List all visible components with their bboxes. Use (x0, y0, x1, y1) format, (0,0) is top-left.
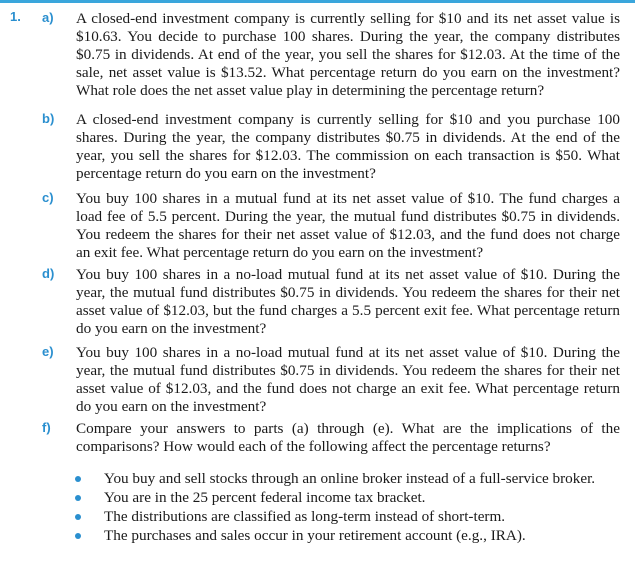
part-letter: f) (42, 420, 51, 435)
part-e (42, 344, 620, 416)
part-letter: d) (42, 266, 55, 281)
bullet-icon (75, 533, 81, 539)
part-text: You buy 100 shares in a no-load mutual fund at its net asset value of $10. During the year, the mutual fund distributes $0.75 in dividends. You redeem the shares for their net asset value of $12.03, and the fund does not charge an exit fee. What percentage return do you earn on the investment? (76, 344, 620, 415)
part-f (42, 420, 620, 456)
list-item (72, 488, 622, 507)
part-letter: e) (42, 344, 54, 359)
part-letter: b) (42, 111, 55, 126)
part-text: You buy 100 shares in a no-load mutual fund at its net asset value of $10. During the year, the mutual fund distributes $0.75 in dividends. You redeem the shares for their net asset value of $12.03, but the fund charges a 5.5 percent exit fee. What percentage return do you earn on the investment? (76, 266, 620, 337)
part-text: You buy 100 shares in a mutual fund at its net asset value of $10. The fund charges a load fee of 5.5 percent. During the year, the mutual fund distributes $0.75 in dividends. You redeem the shares for their net asset value of $12.03, and the fund does not charge an exit fee. What percentage return do you earn on the investment? (76, 190, 620, 261)
bullet-list (72, 469, 622, 545)
part-d (42, 266, 620, 338)
problem-number: 1. (10, 9, 21, 24)
part-letter: c) (42, 190, 54, 205)
list-item (72, 526, 622, 545)
bullet-text: You are in the 25 percent federal income tax bracket. (104, 489, 426, 506)
bullet-text: The distributions are classified as long-term instead of short-term. (104, 508, 506, 525)
part-text: A closed-end investment company is currently selling for $10 and you purchase 100 shares. During the year, the company distributes $0.75 in dividends. At the end of the year, you sell the shares for $12.03. The commission on each transaction is $50. What percentage return do you earn on the investment? (76, 111, 620, 182)
bullet-icon (75, 514, 81, 520)
part-c (42, 190, 620, 262)
bullet-text: The purchases and sales occur in your retirement account (e.g., IRA). (104, 527, 526, 544)
bullet-icon (75, 476, 81, 482)
part-letter: a) (42, 10, 54, 25)
part-text: Compare your answers to parts (a) through (e). What are the implications of the comparisons? How would each of the following affect the percentage returns? (76, 420, 620, 455)
top-rule (0, 0, 635, 3)
list-item (72, 507, 622, 526)
list-item (72, 469, 622, 488)
part-a (42, 10, 620, 100)
part-b (42, 111, 620, 183)
bullet-icon (75, 495, 81, 501)
bullet-text: You buy and sell stocks through an online broker instead of a full-service broker. (104, 470, 596, 487)
part-text: A closed-end investment company is currently selling for $10 and its net asset value is $10.63. You decide to purchase 100 shares. During the year, the company distributes $0.75 in dividends. At end of the year, you sell the shares for $12.03. At the time of the sale, net asset value is $13.52. What percentage return do you earn on the investment? What role does the net asset value play in determining the percentage return? (76, 10, 620, 99)
